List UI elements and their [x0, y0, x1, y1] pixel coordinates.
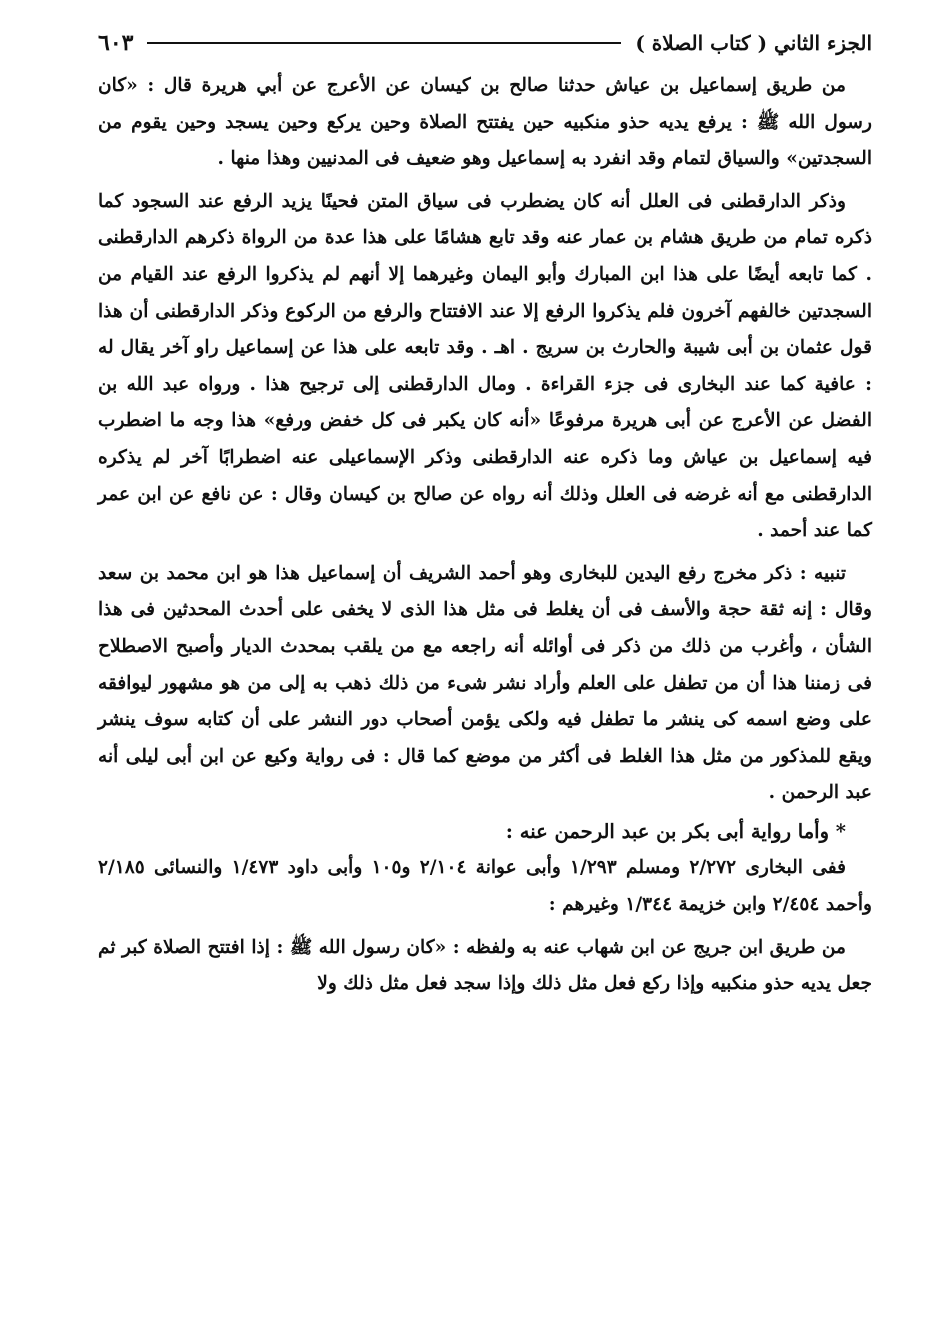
page-body — [98, 68, 872, 1003]
header-rule — [147, 42, 621, 44]
paragraph-sources-list: ففى البخارى ٢/٢٧٢ ومسلم ١/٢٩٣ وأبى عوانة ٢/١٠٤ و١٠٥ وأبى داود ١/٤٧٣ والنسائى ٢/١٨٥ وأحمد ٢/٤٥٤ وابن خزيمة ١/٣٤٤ وغيرهم : — [98, 857, 872, 916]
page-number: ٦٠٣ — [98, 30, 134, 56]
paragraph-isnad-ismail: من طريق إسماعيل بن عياش حدثنا صالح بن كيسان عن الأعرج عن أبي هريرة قال : «كان رسول الله ﷺ : يرفع يديه حذو منكبيه حين يفتتح الصلاة وحين يركع وحين يسجد وحين يقوم من السجدتين» والسياق لتمام وقد انفرد به إسماعيل وهو ضعيف فى المدنيين وهذا منها . — [98, 75, 872, 170]
paragraph-ibn-juraij-route: من طريق ابن جريج عن ابن شهاب عنه به ولفظه : «كان رسول الله ﷺ : إذا افتتح الصلاة كبر ثم جعل يديه حذو منكبيه وإذا ركع فعل مثل ذلك وإذا سجد فعل مثل ذلك ولا — [98, 936, 872, 995]
paragraph-tanbih-note: تنبيه : ذكر مخرج رفع اليدين للبخارى وهو أحمد الشريف أن إسماعيل هذا هو ابن محمد بن سعد وقال : إنه ثقة حجة والأسف فى أن يغلط فى مثل هذا الذى لا يخفى على أحدث المحدثين فى هذا الشأن ، وأغرب من ذلك من ذكر فى أوائله أنه راجعه مع من يلقب بمحدث الديار وأصبح الاصطلاح فى زمننا هذا أن من تطفل على العلم وأراد نشر شىء من ذلك ذهب به إلى من هو مشهور ليوافقه على وضع اسمه كى ينشر ما تطفل فيه ولكى يؤمن أصحاب دور النشر على أن كتابه سوف ينشر ويقع للمذكور من مثل هذا الغلط فى أكثر من موضع كما قال : فى رواية وكيع عن ابن أبى ليلى أنه عبد الرحمن . — [98, 562, 872, 804]
running-title: الجزء الثاني ( كتاب الصلاة ) — [635, 31, 872, 55]
section-heading: * وأما رواية أبى بكر بن عبد الرحمن عنه : — [505, 819, 846, 843]
paragraph-daraqutni-illal: وذكر الدارقطنى فى العلل أنه كان يضطرب فى سياق المتن فحينًا يزيد الرفع عند السجود كما ذكره تمام من طريق هشام بن عمار عنه وقد تابع هشامًا على هذا عدة من الرواة ذكرهم الدارقطنى . كما تابعه أيضًا على هذا ابن المبارك وأبو اليمان وغيرهما إلا أنهم لم يذكروا الرفع عند القيام من السجدتين خالفهم آخرون فلم يذكروا الرفع إلا عند الافتتاح والرفع من الركوع وذكر الدارقطنى أن هذا قول عثمان بن أبى شيبة والحارث بن سريج . اهـ . وقد تابعه على هذا عن إسماعيل راو آخر يقال له : عافية كما عند البخارى فى جزء القراءة . ومال الدارقطنى إلى ترجيح هذا . ورواه عبد الله بن الفضل عن الأعرج عن أبى هريرة مرفوعًا «أنه كان يكبر فى كل خفض ورفع» هذا وجه ما اضطرب فيه إسماعيل بن عياش وما ذكره عنه الدارقطنى وذكر الإسماعيلى عنه اضطرابًا آخر لم يذكره الدارقطنى مع أنه غرضه فى العلل وذلك أنه رواه عن صالح بن كيسان وقال : عن نافع عن ابن عمر كما عند أحمد . — [98, 190, 872, 542]
running-header — [98, 26, 872, 60]
